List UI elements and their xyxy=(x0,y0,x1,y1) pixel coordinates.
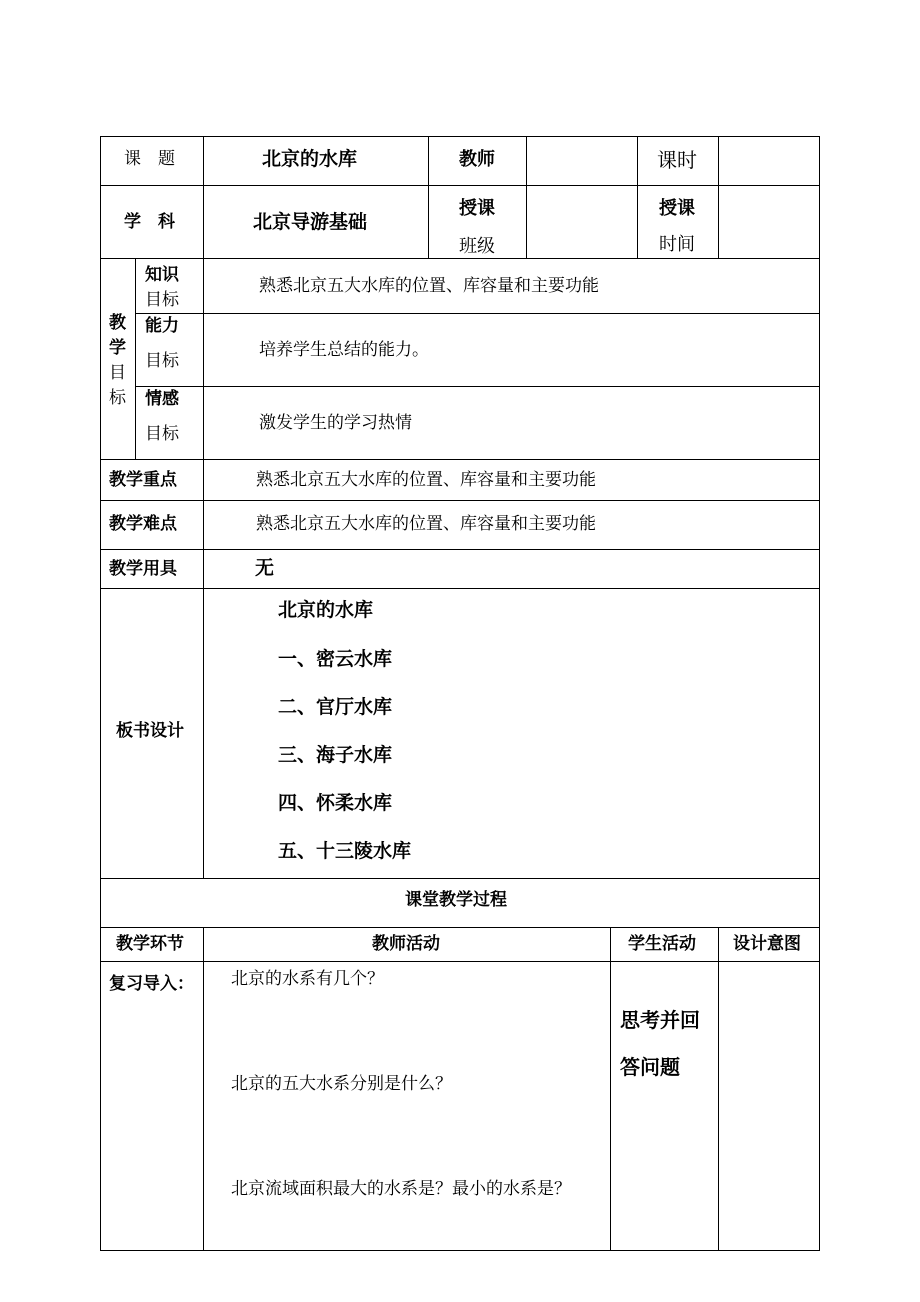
table-line xyxy=(100,588,820,589)
key-points-text: 熟悉北京五大水库的位置、库容量和主要功能 xyxy=(256,470,596,490)
difficulties-label: 教学难点 xyxy=(109,514,177,534)
table-line xyxy=(100,185,820,186)
topic-label: 课 题 xyxy=(124,149,175,169)
stage-review-intro: 复习导入： xyxy=(109,974,194,994)
knowledge-objective-text: 熟悉北京五大水库的位置、库容量和主要功能 xyxy=(259,276,599,296)
board-line: 北京的水库 xyxy=(278,599,374,621)
table-line xyxy=(819,136,820,1251)
table-line xyxy=(100,878,820,879)
student-activity-line2: 答问题 xyxy=(620,1055,680,1079)
table-line xyxy=(100,927,820,928)
time-label-line2: 时间 xyxy=(659,234,695,255)
table-line xyxy=(100,1250,820,1251)
emotion-objective-label-line1: 情感 xyxy=(145,389,179,409)
topic-value: 北京的水库 xyxy=(262,148,358,170)
ability-objective-label-line1: 能力 xyxy=(145,316,179,336)
objectives-label-char: 学 xyxy=(109,338,126,358)
board-line: 四、怀柔水库 xyxy=(278,792,393,814)
table-line xyxy=(718,136,719,258)
emotion-objective-label-line2: 目标 xyxy=(145,424,179,444)
knowledge-objective-label-line2: 目标 xyxy=(145,290,179,310)
table-line xyxy=(526,136,527,258)
subject-value: 北京导游基础 xyxy=(253,211,368,233)
table-line xyxy=(100,500,820,501)
table-line xyxy=(203,136,204,878)
knowledge-objective-label-line1: 知识 xyxy=(145,265,179,285)
class-label-line2: 班级 xyxy=(459,236,495,257)
teacher-question: 北京的水系有几个？ xyxy=(231,969,384,989)
table-line xyxy=(718,927,719,1251)
table-line xyxy=(135,258,136,459)
tools-label: 教学用具 xyxy=(109,559,177,579)
ability-objective-label-line2: 目标 xyxy=(145,351,179,371)
table-line xyxy=(100,549,820,550)
student-activity-line1: 思考并回 xyxy=(620,1008,700,1032)
teacher-question: 北京流域面积最大的水系是？最小的水系是？ xyxy=(231,1179,571,1199)
objectives-label-char: 目 xyxy=(109,363,126,383)
table-line xyxy=(203,927,204,1251)
board-line: 三、海子水库 xyxy=(278,744,393,766)
column-header-student-activity: 学生活动 xyxy=(628,934,696,954)
time-label-line1: 授课 xyxy=(659,198,695,219)
column-header-stage: 教学环节 xyxy=(116,934,184,954)
column-header-design-intent: 设计意图 xyxy=(733,934,801,954)
table-line xyxy=(100,136,820,137)
subject-label: 学 科 xyxy=(124,212,175,232)
key-points-label: 教学重点 xyxy=(109,470,177,490)
teacher-label: 教师 xyxy=(459,149,495,170)
column-header-teacher-activity: 教师活动 xyxy=(372,934,440,954)
table-line xyxy=(100,459,820,460)
difficulties-text: 熟悉北京五大水库的位置、库容量和主要功能 xyxy=(256,514,596,534)
table-line xyxy=(100,961,820,962)
teacher-question: 北京的五大水系分别是什么？ xyxy=(231,1074,452,1094)
tools-text: 无 xyxy=(255,557,275,579)
table-line xyxy=(135,313,820,314)
table-line xyxy=(100,258,820,259)
table-line xyxy=(135,386,820,387)
class-label-line1: 授课 xyxy=(459,198,495,219)
board-line: 一、密云水库 xyxy=(278,648,393,670)
board-design-label: 板书设计 xyxy=(116,721,184,741)
board-line: 二、官厅水库 xyxy=(278,696,393,718)
objectives-label-char: 教 xyxy=(109,313,126,333)
table-line xyxy=(637,136,638,258)
objectives-label-char: 标 xyxy=(109,388,126,408)
table-line xyxy=(100,136,101,1251)
board-line: 五、十三陵水库 xyxy=(278,840,412,862)
table-line xyxy=(428,136,429,258)
hours-label: 课时 xyxy=(657,148,697,172)
emotion-objective-text: 激发学生的学习热情 xyxy=(259,413,412,433)
ability-objective-text: 培养学生总结的能力。 xyxy=(259,340,429,360)
process-title: 课堂教学过程 xyxy=(405,890,507,910)
table-line xyxy=(610,927,611,1251)
